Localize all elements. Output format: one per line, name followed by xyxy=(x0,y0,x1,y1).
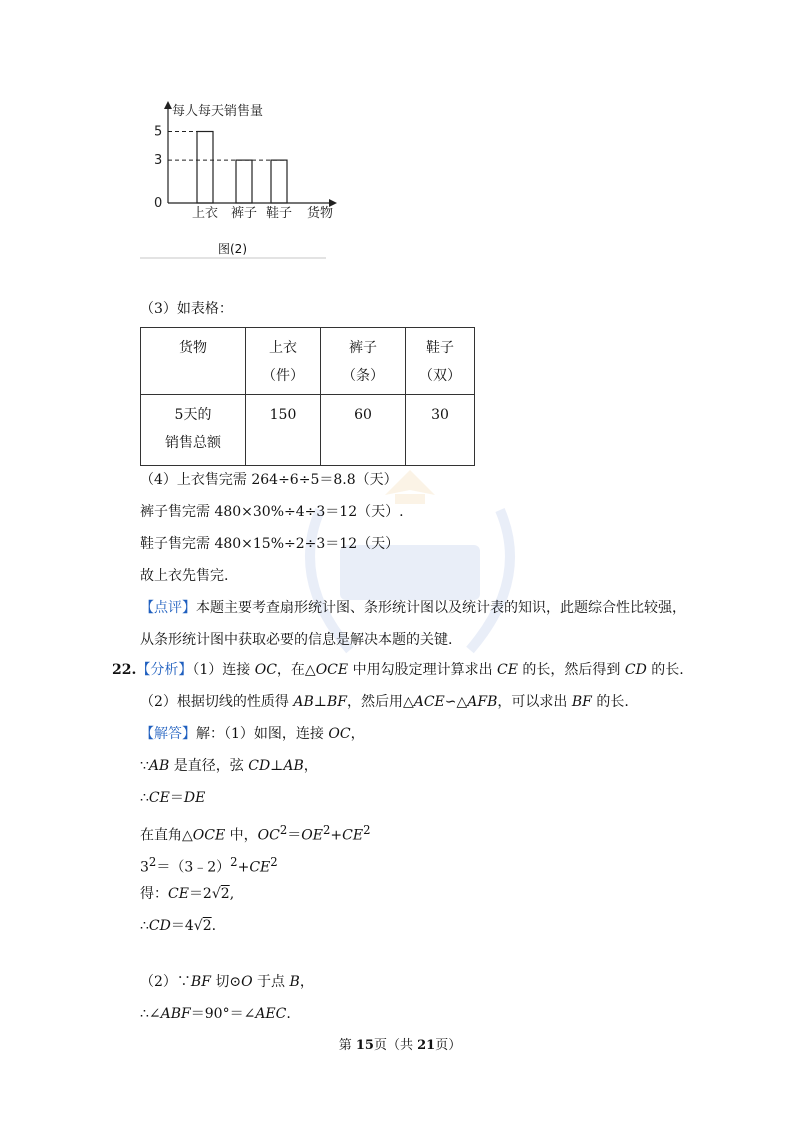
part4-line1: （4）上衣售完需 264÷6÷5＝8.8（天） xyxy=(140,472,398,488)
chart-caption: 图(2) xyxy=(218,242,247,256)
answer-part2-line1: （2）∵BF 切⊙O 于点 B， xyxy=(140,974,314,990)
q22-analysis-line1: 22.【分析】（1）连接 OC，在△OCE 中用勾股定理计算求出 CE 的长，然后得到 CD 的长. xyxy=(112,662,684,678)
sqrt-symbol: √ xyxy=(211,886,221,902)
header-shoes-unit: （双） xyxy=(419,368,461,384)
header-goods-label: 货物 xyxy=(179,340,207,356)
chart-title: 每人每天销售量 xyxy=(172,104,264,119)
header-cell-goods xyxy=(141,328,246,395)
comment-line1 xyxy=(140,598,686,618)
part4-line3: 鞋子售完需 480×15%÷2÷3＝12（天） xyxy=(140,536,400,552)
comment-text1: 本题主要考查扇形统计图、条形统计图以及统计表的知识，此题综合性比较强， xyxy=(196,600,686,616)
answer-step3: 在直角△OCE 中，$OC^2=OE^2+CE^2$ xyxy=(140,823,371,844)
bar-2 xyxy=(271,160,287,203)
part4-line2: 裤子售完需 480×30%÷4÷3＝12（天）. xyxy=(140,504,404,520)
header-cell-pants xyxy=(321,328,406,395)
q22-analysis-line2: （2）根据切线的性质得 AB⊥BF，然后用△ACE∽△AFB，可以求出 BF 的长. xyxy=(140,694,629,710)
table-intro: （3）如表格： xyxy=(140,301,233,317)
x-tick-label-1: 裤子 xyxy=(230,206,258,221)
row-label-line2: 销售总额 xyxy=(165,435,221,451)
row-label-cell xyxy=(141,395,246,466)
y-tick-label-0: 3 xyxy=(154,153,163,169)
value-cell-pants: 60 xyxy=(321,395,406,466)
header-shirts-label: 上衣 xyxy=(269,340,297,356)
answer-step1: ∵AB 是直径，弦 CD⊥AB， xyxy=(140,758,318,774)
x-tick-label-0: 上衣 xyxy=(191,206,219,221)
comment-line2: 从条形统计图中获取必要的信息是解决本题的关键. xyxy=(140,632,453,648)
answer-step2: ∴CE＝DE xyxy=(140,790,206,806)
bar-1 xyxy=(236,160,252,203)
header-cell-shoes xyxy=(406,328,475,395)
header-cell-shirts xyxy=(246,328,321,395)
origin-label: 0 xyxy=(154,196,163,211)
answer-line-intro: 【解答】解：（1）如图，连接 OC， xyxy=(140,726,365,742)
header-shirts-unit: （件） xyxy=(262,368,304,384)
answer-step4: $3^2=(3﹣2)^2+CE^2$ xyxy=(140,855,278,876)
daily-sales-bar-chart xyxy=(135,95,345,240)
header-pants-label: 裤子 xyxy=(349,340,377,356)
part4-line4: 故上衣先售完. xyxy=(140,568,229,584)
answer-step6: ∴CD＝4√2. xyxy=(140,918,217,934)
sales-table xyxy=(140,327,475,466)
caption-divider xyxy=(140,257,326,259)
comment-tag: 【点评】 xyxy=(140,600,196,616)
question-number: 22. xyxy=(112,662,137,678)
value-cell-shirts: 150 xyxy=(246,395,321,466)
x-tick-label-2: 鞋子 xyxy=(265,206,293,221)
page-footer: 第 15页（共 21页） xyxy=(338,1038,462,1053)
header-pants-unit: （条） xyxy=(342,368,384,384)
answer-part2-line2: ∴∠ABF＝90°＝∠AEC. xyxy=(140,1006,291,1022)
header-shoes-label: 鞋子 xyxy=(426,340,454,356)
y-axis-arrow xyxy=(164,101,172,109)
y-tick-label-1: 5 xyxy=(154,124,163,140)
answer-step5: 得：CE＝2√2, xyxy=(140,886,235,902)
sqrt-symbol: √ xyxy=(193,918,203,934)
row-label-line1: 5天的 xyxy=(174,407,212,423)
table-header-row xyxy=(141,328,475,395)
answer-tag: 【解答】 xyxy=(140,726,196,742)
bar-0 xyxy=(197,132,213,204)
value-cell-shoes: 30 xyxy=(406,395,475,466)
x-axis-label: 货物 xyxy=(307,206,334,221)
analysis-tag: 【分析】 xyxy=(136,662,193,678)
